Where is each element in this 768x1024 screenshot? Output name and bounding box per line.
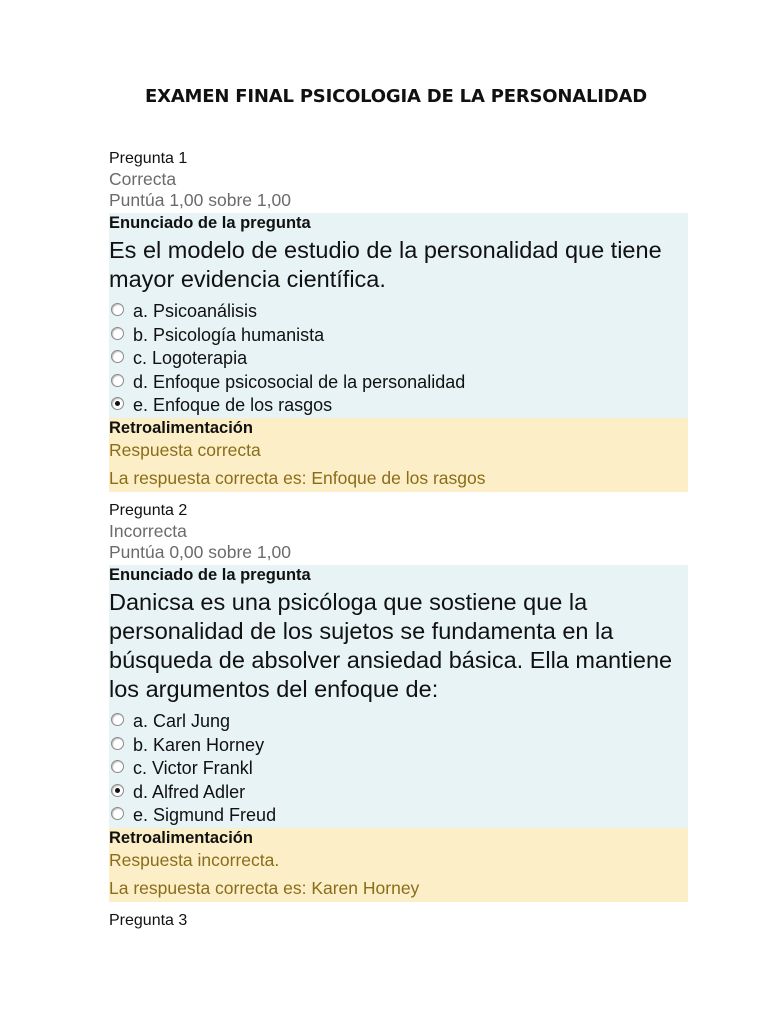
- question-number: Pregunta 2: [109, 502, 188, 519]
- question-grade: Puntúa 1,00 sobre 1,00: [109, 190, 291, 210]
- statement-label: Enunciado de la pregunta: [109, 566, 311, 584]
- answer-label: e. Enfoque de los rasgos: [133, 395, 333, 416]
- answer-option[interactable]: [109, 804, 688, 828]
- radio-button[interactable]: [111, 807, 124, 820]
- question-1: [109, 148, 688, 492]
- answer-option[interactable]: [109, 324, 688, 348]
- answer-label: c. Victor Frankl: [133, 758, 253, 779]
- answer-label: a. Carl Jung: [133, 711, 231, 731]
- answer-label: b. Karen Horney: [133, 734, 265, 755]
- feedback-result: Respuesta incorrecta.: [109, 849, 280, 870]
- feedback-result: Respuesta correcta: [109, 439, 261, 460]
- answer-label: e. Sigmund Freud: [133, 805, 277, 826]
- question-number: Pregunta 1: [109, 150, 188, 167]
- radio-button[interactable]: [111, 350, 124, 363]
- answer-list: [109, 300, 688, 418]
- question-statement-box: [109, 213, 688, 418]
- feedback-correct-answer: La respuesta correcta es: Enfoque de los rasgos: [109, 467, 486, 488]
- radio-button[interactable]: [111, 374, 124, 387]
- answer-option[interactable]: [109, 757, 688, 781]
- radio-button-selected[interactable]: [111, 784, 124, 797]
- answer-label: d. Alfred Adler: [133, 781, 246, 802]
- question-3: [109, 910, 688, 931]
- answer-label: d. Enfoque psicosocial de la personalidad: [133, 371, 466, 392]
- radio-button[interactable]: [111, 327, 124, 340]
- answer-option[interactable]: [109, 710, 688, 734]
- answer-list: [109, 710, 688, 828]
- question-state: Correcta: [109, 169, 177, 189]
- question-statement: Es el modelo de estudio de la personalidad que tiene mayor evidencia científica.: [109, 237, 662, 292]
- answer-label: a. Psicoanálisis: [133, 301, 258, 321]
- feedback-box: [109, 828, 688, 902]
- feedback-correct-answer: La respuesta correcta es: Karen Horney: [109, 877, 420, 898]
- answer-option[interactable]: [109, 394, 688, 418]
- question-statement: Danicsa es una psicóloga que sostiene que la personalidad de los sujetos se fundamenta en la búsqueda de absolver ansiedad básica. Ella mantiene los argumentos del enfoque de:: [109, 589, 673, 702]
- feedback-label: Retroalimentación: [109, 828, 253, 847]
- radio-button[interactable]: [111, 737, 124, 750]
- answer-option[interactable]: [109, 734, 688, 758]
- page-title: EXAMEN FINAL PSICOLOGIA DE LA PERSONALIDAD: [145, 86, 647, 107]
- feedback-box: [109, 418, 688, 492]
- radio-button[interactable]: [111, 713, 124, 726]
- question-statement-box: [109, 565, 688, 828]
- question-2: [109, 500, 688, 902]
- answer-label: b. Psicología humanista: [133, 324, 325, 345]
- radio-button[interactable]: [111, 760, 124, 773]
- question-state: Incorrecta: [109, 521, 187, 541]
- question-grade: Puntúa 0,00 sobre 1,00: [109, 542, 291, 562]
- radio-button[interactable]: [111, 303, 124, 316]
- answer-option[interactable]: [109, 347, 688, 371]
- answer-option[interactable]: [109, 781, 688, 805]
- feedback-label: Retroalimentación: [109, 418, 253, 437]
- answer-option[interactable]: [109, 371, 688, 395]
- answer-label: c. Logoterapia: [133, 348, 248, 369]
- answer-option[interactable]: [109, 300, 688, 324]
- radio-button-selected[interactable]: [111, 397, 124, 410]
- question-number: Pregunta 3: [109, 912, 188, 929]
- statement-label: Enunciado de la pregunta: [109, 214, 311, 232]
